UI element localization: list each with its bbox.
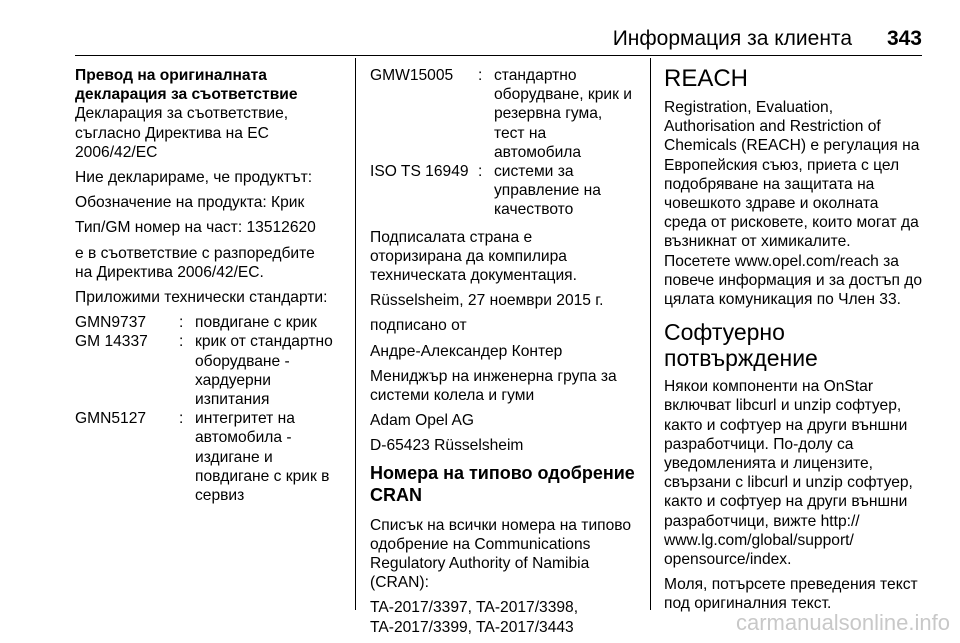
declaration-heading: Превод на оригиналната декларация за съответствие <box>75 67 298 104</box>
table-row <box>75 409 333 505</box>
standard-description: крик от стандартно оборудване - хардуерни изпитания <box>195 333 333 409</box>
page-number: 343 <box>886 27 922 50</box>
reach-text: Registration, Evaluation, Authorisation and Restriction of Chemicals (REACH) е регулация на Европейския съюз, приета с цел подобряване на защитата на човешкото здраве и околната среда от рисковете, които могат да възникнат от химикалите. Посетете www.opel.com/reach за повече информация и за достъп до цялата комуникация по Член 33. <box>664 99 923 309</box>
standard-separator: : <box>179 333 184 351</box>
standard-code: GM 14337 <box>75 333 148 351</box>
page-title: Информация за клиента <box>612 27 852 50</box>
reach-heading: REACH <box>664 65 749 92</box>
part-number: Тип/GM номер на част: 13512620 <box>75 219 316 237</box>
watermark: carmanualsonline.info <box>735 610 950 635</box>
standard-code: ISO TS 16949 <box>370 163 469 181</box>
standards-label: Приложими технически стандарти: <box>75 289 328 307</box>
company-name: Adam Opel AG <box>370 412 475 430</box>
table-row <box>370 66 632 162</box>
declaration-intro: Декларация за съответствие, съгласно Директива на ЕС 2006/42/ЕС <box>75 105 289 161</box>
table-row <box>370 162 632 220</box>
directive-compliance: е в съответствие с разпоредбите на Директива 2006/42/ЕС. <box>75 244 315 281</box>
cran-numbers: TA-2017/3397, TA-2017/3398, TA-2017/3399, TA-2017/3443 <box>370 599 579 636</box>
column-divider-1 <box>355 58 356 610</box>
column-2 <box>370 66 636 643</box>
standard-separator: : <box>179 410 184 428</box>
software-heading: Софтуерно потвърждение <box>664 319 818 372</box>
cran-intro: Списък на всички номера на типово одобрение на Communications Regulatory Authority of Namibia (CRAN): <box>370 516 632 592</box>
page-header <box>0 0 960 56</box>
signatory-authorization: Подписалата страна е оторизирана да компилира техническата документация. <box>370 228 577 285</box>
translation-note: Моля, потърсете преведения текст под оригиналния текст. <box>664 576 918 613</box>
signatory-title: Мениджър на инженерна група за системи колела и гуми <box>370 367 617 405</box>
standard-code: GMN5127 <box>75 410 147 428</box>
standard-code: GMW15005 <box>370 67 454 84</box>
standard-separator: : <box>478 67 483 84</box>
standard-description: интегритет на автомобила - издигане и повдигане с крик в сервиз <box>195 410 330 505</box>
signed-by-label: подписано от <box>370 317 467 335</box>
standards-table-1 <box>75 313 333 505</box>
standard-separator: : <box>478 163 483 181</box>
declaration-statement: Ние декларираме, че продуктът: <box>75 169 313 187</box>
standard-separator: : <box>179 314 184 332</box>
software-text: Някои компоненти на OnStar включват libcurl и unzip софтуер, както и софтуер на други външни разработчици. По-долу са уведомленията и лицензите, свързани с libcurl и unzip софтуер, както и софтуер на други външни разработчици, вижте http:// www.lg.com/global/support/ opensource/index. <box>664 378 913 569</box>
company-address: D-65423 Rüsselsheim <box>370 437 524 455</box>
header-rule <box>75 55 922 56</box>
column-3 <box>664 66 926 620</box>
standard-description: повдигане с крик <box>195 314 317 332</box>
cran-heading: Номера на типово одобрение CRAN <box>370 462 635 505</box>
column-divider-2 <box>650 58 651 610</box>
standard-description: стандартно оборудване, крик и резервна гума, тест на автомобила <box>494 67 632 161</box>
place-date: Rüsselsheim, 27 ноември 2015 г. <box>370 292 604 310</box>
column-1 <box>75 66 343 513</box>
signatory-name: Андре-Александер Контер <box>370 342 563 360</box>
table-row <box>75 332 333 409</box>
standards-table-2 <box>370 66 632 220</box>
table-row <box>75 313 333 332</box>
standard-code: GMN9737 <box>75 314 147 332</box>
standard-description: системи за управление на качеството <box>494 163 601 219</box>
product-designation: Обозначение на продукта: Крик <box>75 194 305 212</box>
